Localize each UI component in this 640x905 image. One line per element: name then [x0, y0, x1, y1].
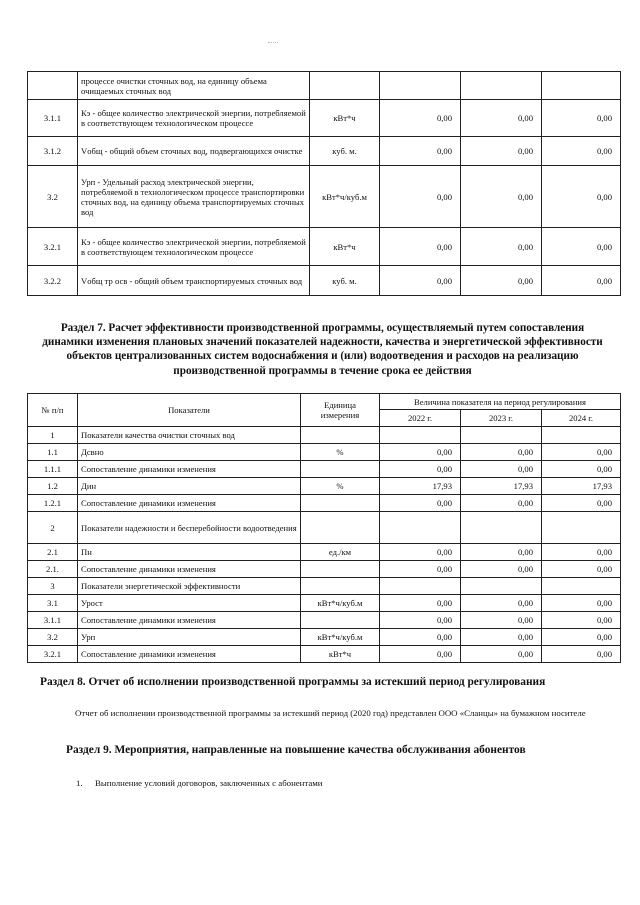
value-year-3: [542, 512, 621, 544]
value-year-1: [380, 578, 461, 595]
unit-cell: кВт*ч/куб.м: [301, 595, 380, 612]
value-year-2: 0,00: [461, 461, 542, 478]
header-period: Величина показателя на период регулирования: [380, 394, 621, 410]
value-year-1: 0,00: [380, 495, 461, 512]
header-num: № п/п: [28, 394, 78, 427]
value-year-3: 0,00: [542, 595, 621, 612]
efficiency-table-body: [28, 427, 621, 663]
value-year-2: 0,00: [461, 595, 542, 612]
section-8-heading: Раздел 8. Отчет об исполнении производственной программы за истекший период регулирования: [40, 676, 546, 688]
unit-cell: [301, 578, 380, 595]
table-row: [28, 595, 621, 612]
value-year-3: 0,00: [542, 266, 621, 296]
value-year-3: 0,00: [542, 137, 621, 166]
table-row: [28, 629, 621, 646]
unit-cell: кВт*ч/куб.м: [301, 629, 380, 646]
indicator-name: Показатели надежности и бесперебойности водоотведения: [78, 512, 301, 544]
unit-cell: куб. м.: [310, 137, 380, 166]
unit-cell: [310, 72, 380, 100]
scan-mark: [268, 42, 278, 43]
value-year-1: 0,00: [380, 461, 461, 478]
indicator-description: Кэ - общее количество электрической энергии, потребляемой в соответствующем технологическом процессе: [78, 228, 310, 266]
indicator-description: Урп - Удельный расход электрической энергии, потребляемой в технологическом процессе транспортировки сточных вод, на единицу объема транспортируемых сточных вод: [78, 166, 310, 228]
indicator-name: Показатели энергетической эффективности: [78, 578, 301, 595]
value-year-3: 0,00: [542, 561, 621, 578]
row-number: 2: [28, 512, 78, 544]
table-row: [28, 461, 621, 478]
table-row: [28, 478, 621, 495]
indicator-name: Урп: [78, 629, 301, 646]
table-row: [28, 495, 621, 512]
header-year-1: 2022 г.: [380, 410, 461, 427]
header-unit: Единица измерения: [301, 394, 380, 427]
indicator-name: Сопоставление динамики изменения: [78, 461, 301, 478]
value-year-1: [380, 512, 461, 544]
value-year-2: [461, 72, 542, 100]
value-year-2: 0,00: [461, 646, 542, 663]
table-row: [28, 612, 621, 629]
row-number: 3: [28, 578, 78, 595]
value-year-2: 0,00: [461, 266, 542, 296]
value-year-3: 0,00: [542, 100, 621, 137]
value-year-1: 0,00: [380, 612, 461, 629]
header-indicator: Показатели: [78, 394, 301, 427]
indicator-description: Vобщ - общий объем сточных вод, подвергающихся очистке: [78, 137, 310, 166]
section-7-heading: Раздел 7. Расчет эффективности производственной программы, осуществляемый путем сопоставления динамики изменения плановых значений показателей надежности, качества и энергетической эффективности объектов централизованных систем водоснабжения и (или) водоотведения и расходов на реализацию производственной программы в течение срока ее действия: [42, 322, 603, 377]
indicator-name: Дсвно: [78, 444, 301, 461]
value-year-2: 0,00: [461, 100, 542, 137]
unit-cell: [301, 612, 380, 629]
value-year-3: 0,00: [542, 629, 621, 646]
value-year-2: 17,93: [461, 478, 542, 495]
value-year-2: 0,00: [461, 544, 542, 561]
list-item-text: Выполнение условий договоров, заключенных с абонентами: [95, 778, 323, 788]
unit-cell: [301, 495, 380, 512]
indicator-description: процессе очистки сточных вод, на единицу объема очищаемых сточных вод: [78, 72, 310, 100]
table-row: [28, 72, 621, 100]
value-year-1: 0,00: [380, 444, 461, 461]
value-year-1: 0,00: [380, 629, 461, 646]
value-year-1: 0,00: [380, 166, 461, 228]
value-year-1: 0,00: [380, 544, 461, 561]
value-year-2: 0,00: [461, 137, 542, 166]
indicator-name: Сопоставление динамики изменения: [78, 646, 301, 663]
value-year-2: 0,00: [461, 166, 542, 228]
unit-cell: куб. м.: [310, 266, 380, 296]
section-8-text: Отчет об исполнении производственной программы за истекший период (2020 год) представлен ООО «Сланцы» на бумажном носителе: [75, 708, 586, 718]
value-year-2: 0,00: [461, 495, 542, 512]
value-year-1: 17,93: [380, 478, 461, 495]
row-number: 1.2.1: [28, 495, 78, 512]
row-number: 2.1.: [28, 561, 78, 578]
row-number: [28, 72, 78, 100]
value-year-2: 0,00: [461, 444, 542, 461]
value-year-2: 0,00: [461, 629, 542, 646]
row-number: 3.2.2: [28, 266, 78, 296]
row-number: 3.1.1: [28, 100, 78, 137]
value-year-1: 0,00: [380, 266, 461, 296]
efficiency-table: [27, 393, 621, 663]
indicator-description: Vобщ тр осв - общий объем транспортируемых сточных вод: [78, 266, 310, 296]
value-year-2: [461, 512, 542, 544]
value-year-3: 0,00: [542, 495, 621, 512]
table-row: [28, 544, 621, 561]
indicator-name: Показатели качества очистки сточных вод: [78, 427, 301, 444]
value-year-2: 0,00: [461, 561, 542, 578]
header-year-2: 2023 г.: [461, 410, 542, 427]
unit-cell: [301, 461, 380, 478]
unit-cell: [301, 512, 380, 544]
unit-cell: ед./км: [301, 544, 380, 561]
indicator-description: Кэ - общее количество электрической энергии, потребляемой в соответствующем технологическом процессе: [78, 100, 310, 137]
value-year-2: [461, 578, 542, 595]
indicator-name: Пн: [78, 544, 301, 561]
row-number: 1.1.1: [28, 461, 78, 478]
unit-cell: кВт*ч: [310, 100, 380, 137]
list-item: [76, 777, 323, 789]
table-row: [28, 166, 621, 228]
value-year-3: 0,00: [542, 444, 621, 461]
unit-cell: кВт*ч: [301, 646, 380, 663]
row-number: 3.1: [28, 595, 78, 612]
value-year-3: 0,00: [542, 461, 621, 478]
indicator-name: Урост: [78, 595, 301, 612]
table-row: [28, 427, 621, 444]
value-year-1: [380, 427, 461, 444]
value-year-1: 0,00: [380, 137, 461, 166]
row-number: 2.1: [28, 544, 78, 561]
value-year-3: 0,00: [542, 228, 621, 266]
energy-indicators-table: [27, 71, 621, 296]
value-year-1: 0,00: [380, 561, 461, 578]
value-year-3: [542, 578, 621, 595]
value-year-1: [380, 72, 461, 100]
row-number: 1.2: [28, 478, 78, 495]
unit-cell: [301, 427, 380, 444]
value-year-3: 17,93: [542, 478, 621, 495]
value-year-3: 0,00: [542, 646, 621, 663]
row-number: 1.1: [28, 444, 78, 461]
unit-cell: [301, 561, 380, 578]
value-year-1: 0,00: [380, 595, 461, 612]
value-year-2: 0,00: [461, 228, 542, 266]
value-year-2: [461, 427, 542, 444]
table-row: [28, 228, 621, 266]
value-year-3: 0,00: [542, 166, 621, 228]
value-year-1: 0,00: [380, 100, 461, 137]
unit-cell: %: [301, 478, 380, 495]
row-number: 3.2: [28, 166, 78, 228]
value-year-3: 0,00: [542, 612, 621, 629]
row-number: 3.2: [28, 629, 78, 646]
indicator-name: Сопоставление динамики изменения: [78, 495, 301, 512]
row-number: 3.1.1: [28, 612, 78, 629]
section-9-heading: Раздел 9. Мероприятия, направленные на повышение качества обслуживания абонентов: [66, 744, 526, 756]
table-row: [28, 137, 621, 166]
unit-cell: %: [301, 444, 380, 461]
table-row: [28, 100, 621, 137]
table-row: [28, 578, 621, 595]
table-row: [28, 512, 621, 544]
value-year-1: 0,00: [380, 228, 461, 266]
table-row: [28, 561, 621, 578]
unit-cell: кВт*ч/куб.м: [310, 166, 380, 228]
list-item-number: 1.: [76, 778, 83, 788]
value-year-1: 0,00: [380, 646, 461, 663]
row-number: 3.2.1: [28, 228, 78, 266]
table-row: [28, 444, 621, 461]
indicator-name: Дин: [78, 478, 301, 495]
row-number: 3.2.1: [28, 646, 78, 663]
header-year-3: 2024 г.: [542, 410, 621, 427]
value-year-3: 0,00: [542, 544, 621, 561]
value-year-2: 0,00: [461, 612, 542, 629]
unit-cell: кВт*ч: [310, 228, 380, 266]
indicator-name: Сопоставление динамики изменения: [78, 612, 301, 629]
value-year-3: [542, 427, 621, 444]
row-number: 3.1.2: [28, 137, 78, 166]
row-number: 1: [28, 427, 78, 444]
table-row: [28, 646, 621, 663]
indicator-name: Сопоставление динамики изменения: [78, 561, 301, 578]
table-row: [28, 266, 621, 296]
energy-indicators-table-body: [28, 72, 621, 296]
value-year-3: [542, 72, 621, 100]
